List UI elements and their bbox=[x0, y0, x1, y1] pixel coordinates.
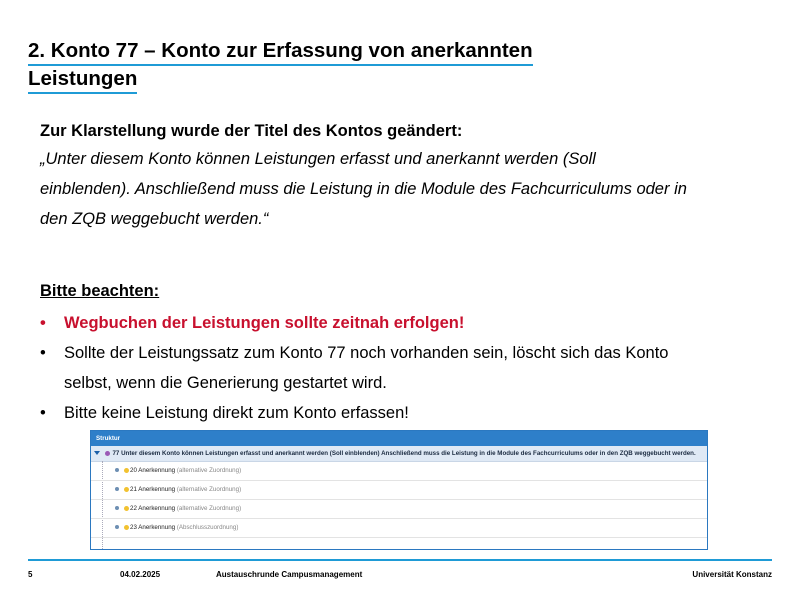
slide-title bbox=[28, 38, 588, 94]
footer-event: Austauschrunde Campusmanagement bbox=[216, 570, 363, 579]
slide-title-line-2: Leistungen bbox=[28, 66, 137, 94]
tree-row-label: 22 Anerkennung bbox=[130, 505, 176, 512]
tree-row[interactable] bbox=[91, 462, 707, 481]
tree-row-sub: (alternative Zuordnung) bbox=[176, 467, 242, 474]
node-dot-icon bbox=[115, 506, 119, 510]
quote-line: „Unter diesem Konto können Leistungen erfasst und anerkannt werden (Soll bbox=[40, 150, 596, 168]
intro-heading: Zur Klarstellung wurde der Titel des Kontos geändert: bbox=[40, 122, 463, 140]
quote-line: den ZQB weggebucht werden.“ bbox=[40, 210, 269, 228]
list-item-text: Bitte keine Leistung direkt zum Konto erfassen! bbox=[64, 404, 409, 422]
list-item-text: Sollte der Leistungssatz zum Konto 77 noch vorhanden sein, löscht sich das Konto bbox=[64, 344, 669, 362]
list-item bbox=[40, 308, 780, 338]
list-item-text: selbst, wenn die Generierung gestartet wird. bbox=[64, 374, 387, 392]
list-item bbox=[40, 398, 780, 428]
tree-root-row[interactable] bbox=[91, 446, 707, 462]
quote-line: einblenden). Anschließend muss die Leistung in die Module des Fachcurriculums oder in bbox=[40, 180, 687, 198]
slide-body bbox=[40, 118, 780, 428]
list-item bbox=[40, 338, 780, 398]
node-dot-icon bbox=[115, 525, 119, 529]
tree-root-label: 77 Unter diesem Konto können Leistungen erfasst und anerkannt werden (Soll einblenden) Anschließend muss die Leistung in die Module des Fachcurriculums oder in den ZQB weggebucht werden. bbox=[112, 450, 696, 457]
bullet-icon: • bbox=[40, 404, 46, 422]
tree-row[interactable] bbox=[91, 519, 707, 538]
recognition-icon bbox=[124, 506, 129, 511]
tree-row-label: 20 Anerkennung bbox=[130, 467, 176, 474]
footer-date: 04.02.2025 bbox=[120, 570, 161, 579]
recognition-icon bbox=[124, 468, 129, 473]
node-dot-icon bbox=[115, 487, 119, 491]
bullet-icon: • bbox=[40, 344, 46, 362]
footer-organization: Universität Konstanz bbox=[692, 570, 772, 579]
list-item-text: Wegbuchen der Leistungen sollte zeitnah erfolgen! bbox=[64, 314, 465, 332]
tree-row-sub: (Abschlusszuordnung) bbox=[176, 524, 239, 531]
tree-row-sub: (alternative Zuordnung) bbox=[176, 505, 242, 512]
recognition-icon bbox=[124, 487, 129, 492]
expand-arrow-icon[interactable] bbox=[94, 451, 100, 455]
recognition-icon bbox=[124, 525, 129, 530]
account-icon bbox=[105, 451, 110, 456]
notes-heading: Bitte beachten: bbox=[40, 282, 160, 300]
tree-row[interactable] bbox=[91, 500, 707, 519]
tree-row[interactable] bbox=[91, 481, 707, 500]
page-number: 5 bbox=[28, 570, 33, 579]
node-dot-icon bbox=[115, 468, 119, 472]
tree-row-label: 23 Anerkennung bbox=[130, 524, 176, 531]
bullet-icon: • bbox=[40, 314, 46, 332]
structure-screenshot bbox=[90, 430, 708, 550]
structure-header: Struktur bbox=[91, 431, 707, 446]
tree-row-sub: (alternative Zuordnung) bbox=[176, 486, 242, 493]
footer-divider bbox=[28, 559, 772, 561]
notes-list bbox=[40, 308, 780, 428]
account-title-quote bbox=[40, 144, 780, 234]
tree-row-label: 21 Anerkennung bbox=[130, 486, 176, 493]
slide-title-line-1: 2. Konto 77 – Konto zur Erfassung von anerkannten bbox=[28, 38, 533, 66]
